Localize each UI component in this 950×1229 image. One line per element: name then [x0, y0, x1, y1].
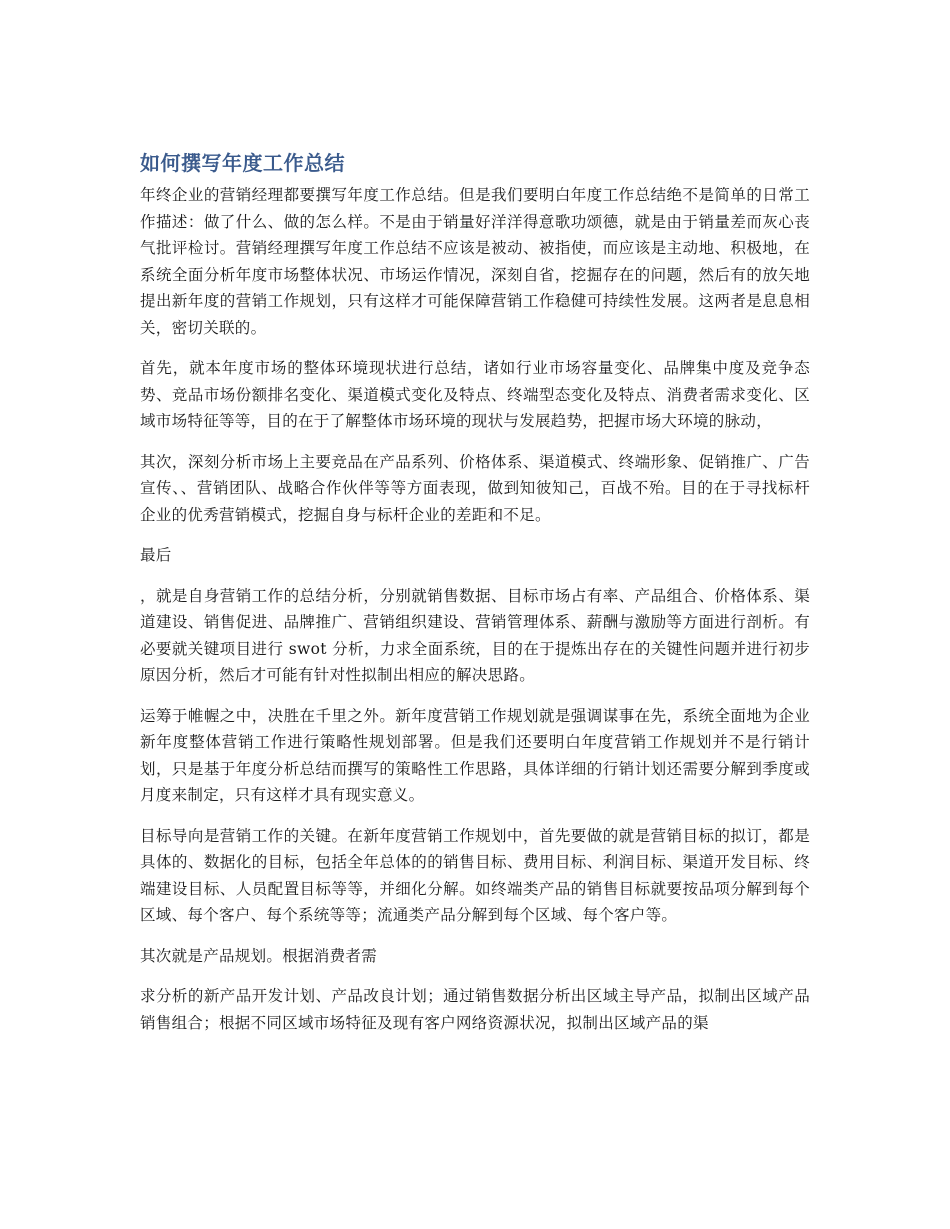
- paragraph: 首先，就本年度市场的整体环境现状进行总结，诸如行业市场容量变化、品牌集中度及竞争态势、竞品市场份额排名变化、渠道模式变化及特点、终端型态变化及特点、消费者需求变化、区域市场特征等等，目的在于了解整体市场环境的现状与发展趋势，把握市场大环境的脉动，: [140, 359, 810, 430]
- paragraph: 年终企业的营销经理都要撰写年度工作总结。但是我们要明白年度工作总结绝不是简单的日常工作描述：做了什么、做的怎么样。不是由于销量好洋洋得意歌功颂德，就是由于销量差而灰心丧气批评检讨。营销经理撰写年度工作总结不应该是被动、被指使，而应该是主动地、积极地，在系统全面分析年度市场整体状况、市场运作情况，深刻自省，挖掘存在的问题，然后有的放矢地提出新年度的营销工作规划，只有这样才可能保障营销工作稳健可持续性发展。这两者是息息相关，密切关联的。: [140, 186, 810, 337]
- paragraph: 最后: [140, 546, 172, 564]
- paragraph: ，就是自身营销工作的总结分析，分别就销售数据、目标市场占有率、产品组合、价格体系、渠道建设、销售促进、品牌推广、营销组织建设、营销管理体系、薪酬与激励等方面进行剖析。有必要就关键项目进行 swot 分析，力求全面系统，目的在于提炼出存在的关键性问题并进行初步原因分析，然后才可能有针对性拟制出相应的解决思路。: [140, 586, 810, 684]
- paragraph: 其次，深刻分析市场上主要竞品在产品系列、价格体系、渠道模式、终端形象、促销推广、广告宣传、、营销团队、战略合作伙伴等等方面表现，做到知彼知己，百战不殆。目的在于寻找标杆企业的优秀营销模式，挖掘自身与标杆企业的差距和不足。: [140, 452, 810, 524]
- paragraph: 目标导向是营销工作的关键。在新年度营销工作规划中，首先要做的就是营销目标的拟订，都是具体的、数据化的目标，包括全年总体的的销售目标、费用目标、利润目标、渠道开发目标、终端建设目标、人员配置目标等等，并细化分解。如终端类产品的销售目标就要按品项分解到每个区域、每个客户、每个系统等等；流通类产品分解到每个区域、每个客户等。: [140, 826, 810, 924]
- document-page: [140, 148, 810, 1050]
- paragraph: 求分析的新产品开发计划、产品改良计划；通过销售数据分析出区域主导产品，拟制出区域产品销售组合；根据不同区域市场特征及现有客户网络资源状况，拟制出区域产品的渠: [140, 987, 810, 1032]
- paragraph: 运筹于帷幄之中，决胜在千里之外。新年度营销工作规划就是强调谋事在先，系统全面地为企业新年度整体营销工作进行策略性规划部署。但是我们还要明白年度营销工作规划并不是行销计划，只是基于年度分析总结而撰写的策略性工作思路，具体详细的行销计划还需要分解到季度或月度来制定，只有这样才具有现实意义。: [140, 706, 810, 804]
- paragraph: 其次就是产品规划。根据消费者需: [140, 946, 378, 965]
- document-title: 如何撰写年度工作总结: [140, 151, 345, 175]
